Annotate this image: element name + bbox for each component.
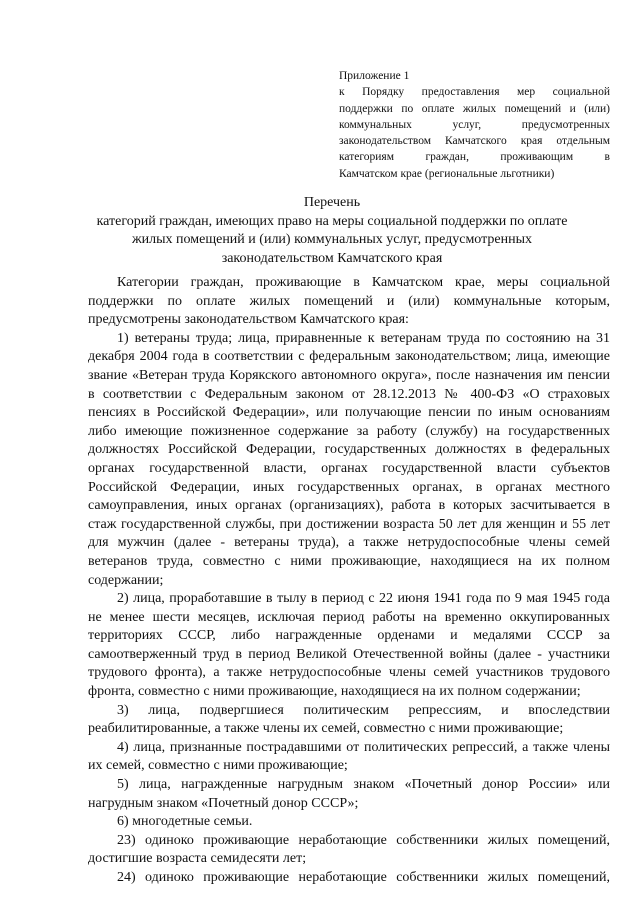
- body-line: содержании;: [88, 572, 164, 588]
- body-line: трудового фронта), а также нетрудоспособные члены семей участников трудового: [88, 665, 610, 681]
- title-line: жилых помещений и (или) коммунальных услуг, предусмотренных: [131, 232, 533, 248]
- body-line: поддержки по оплате жилых помещений и (или) коммунальные которым,: [88, 293, 610, 309]
- body-line: нагрудным знаком «Почетный донор СССР»;: [88, 795, 359, 811]
- body-line: 23) одиноко проживающие неработающие собственники жилых помещений,: [117, 832, 610, 848]
- body-line: ветеранов труда, совместно с ними проживающие, находящиеся на их полном: [88, 553, 610, 569]
- body-line: 24) одиноко проживающие неработающие собственники жилых помещений,: [117, 870, 610, 885]
- body-line: для мужчин (далее - ветераны труда), а также нетрудоспособные члены семей: [88, 535, 610, 551]
- body-line: должностях Российской Федерации, государственных должностях в федеральных: [88, 442, 610, 458]
- body-line: 6) многодетные семьи.: [117, 814, 253, 830]
- body-line: либо имеющие пожизненное содержание за работу (службу) на государственных: [88, 423, 610, 439]
- appendix-line: коммунальных услуг, предусмотренных: [339, 118, 610, 131]
- body-line: 1) ветераны труда; лица, приравненные к ветеранам труда по состоянию на 31: [117, 330, 610, 346]
- body-line: территориях СССР, либо награжденные орденами и медалями СССР за: [88, 628, 610, 644]
- body-line: 4) лица, признанные пострадавшими от политических репрессий, а также члены: [117, 739, 610, 755]
- appendix-line: поддержки по оплате жилых помещений и (или): [339, 102, 610, 115]
- body-line: органах государственной власти, органах государственной власти субъектов: [88, 460, 610, 476]
- title-line: Перечень: [303, 195, 361, 210]
- appendix-line: Приложение 1: [339, 70, 410, 82]
- body-line: звание «Ветеран труда Корякского автономного округа», после назначения им пенсии: [88, 367, 610, 383]
- body-line: 5) лица, награжденные нагрудным знаком «Почетный донор России» или: [117, 777, 610, 793]
- appendix-line: законодательством Камчатского края отдельным: [339, 135, 610, 148]
- body-line: стаж государственной службы, при достижении возраста 50 лет для женщин и 55 лет: [88, 516, 610, 532]
- body-line: их семей, совместно с ними проживающие;: [88, 758, 348, 774]
- body-line: пенсиях в Российской Федерации», или получающие пенсии по иным основаниям: [88, 405, 610, 421]
- body-line: Категории граждан, проживающие в Камчатском крае, меры социальной: [117, 275, 610, 290]
- body-line: самоотверженный труд в период Великой Отечественной войны (далее - участники: [88, 646, 610, 662]
- body-line: достигшие возраста семидесяти лет;: [88, 851, 307, 867]
- body-line: 2) лица, проработавшие в тылу в период с 22 июня 1941 года по 9 мая 1945 года: [117, 591, 610, 607]
- body-line: 3) лица, подвергшиеся политическим репрессиям, и впоследствии: [117, 702, 610, 718]
- document-title: [62, 194, 602, 268]
- title-line: законодательством Камчатского края: [221, 250, 443, 266]
- body-line: не менее шести месяцев, исключая период работы на временно оккупированных: [88, 609, 610, 625]
- appendix-header: [339, 68, 610, 182]
- body-line: декабря 2004 года в соответствии с федеральным законодательством; лица, имеющие: [88, 349, 610, 365]
- appendix-line: Камчатском крае (региональные льготники): [339, 167, 555, 180]
- title-line: категорий граждан, имеющих право на меры социальной поддержки по оплате: [96, 213, 568, 229]
- appendix-line: к Порядку предоставления мер социальной: [339, 86, 610, 99]
- body-line: Российской Федерации, иных государственных органах, в органах местного: [88, 479, 610, 495]
- body-line: предусмотрены законодательством Камчатского края:: [88, 312, 409, 328]
- body-line: самоуправления, иных органах (организациях), работа в которых засчитывается в: [88, 498, 610, 514]
- appendix-line: категориям граждан, проживающим в: [339, 151, 610, 164]
- body-line: реабилитированные, а также члены их семей, совместно с ними проживающие;: [88, 721, 564, 737]
- body-line: фронта, совместно с ними проживающие, находящиеся на их полном содержании;: [88, 684, 581, 700]
- body-line: в соответствии с Федеральным законом от 28.12.2013 № 400-ФЗ «О страховых: [88, 386, 610, 402]
- document-body: [88, 274, 610, 888]
